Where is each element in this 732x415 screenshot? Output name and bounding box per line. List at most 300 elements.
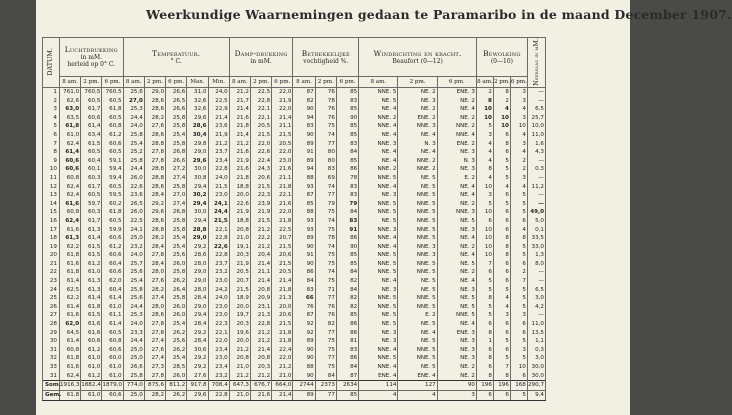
table-cell: 84 <box>336 363 358 372</box>
table-cell: NNE. 5 <box>398 226 437 235</box>
sum-cell: 1879,0 <box>102 381 123 391</box>
table-cell: 28,8 <box>144 165 165 174</box>
subheader-cell: 2 pm. <box>144 77 165 88</box>
table-cell: 27,4 <box>166 200 187 209</box>
table-cell: 3 <box>510 311 527 320</box>
table-cell: NE. 5 <box>398 320 437 329</box>
header-windrichting: Windrichting en kracht. Beaufort (0—12) <box>359 38 477 77</box>
table-cell: 26,0 <box>166 303 187 312</box>
table-cell: NNE. 5 <box>359 268 398 277</box>
table-cell: NNE. 3 <box>359 226 398 235</box>
table-cell: 79 <box>336 200 358 209</box>
table-cell: 23,6 <box>208 122 229 131</box>
table-cell: 61,0 <box>81 363 102 372</box>
table-cell: 28,8 <box>144 174 165 183</box>
table-cell: 86 <box>336 329 358 338</box>
table-cell: 75 <box>315 363 336 372</box>
table-cell: 60,6 <box>59 157 80 166</box>
table-cell: 59,7 <box>81 200 102 209</box>
table-cell: 23,0 <box>208 354 229 363</box>
table-cell: 21,4 <box>272 114 293 123</box>
sum-cell: 196 <box>493 381 510 391</box>
table-cell: 24,0 <box>208 88 229 97</box>
table-cell: — <box>527 200 545 209</box>
table-cell: 29,0 <box>187 303 208 312</box>
mean-cell: 77 <box>315 391 336 401</box>
table-cell: 92 <box>293 320 315 329</box>
table-cell: 21,8 <box>272 329 293 338</box>
table-row <box>43 165 546 174</box>
sum-cell: 2634 <box>336 381 358 391</box>
table-cell: 83 <box>336 217 358 226</box>
subheader-cell: 6 pm. <box>272 77 293 88</box>
subheader-cell: 8 am. <box>229 77 250 88</box>
header-bewolking: Bewolking (0—10) <box>476 38 527 77</box>
table-cell: 25,6 <box>166 337 187 346</box>
table-row <box>43 174 546 183</box>
table-cell: 13,5 <box>527 329 545 338</box>
table-cell: 85 <box>336 157 358 166</box>
table-cell: 61,8 <box>102 105 123 114</box>
table-cell: N. 3 <box>437 157 476 166</box>
table-cell: 83 <box>336 140 358 149</box>
table-cell: 3 <box>493 311 510 320</box>
table-cell: 22,8 <box>250 97 271 106</box>
table-cell: 60,3 <box>81 174 102 183</box>
table-cell: 22,6 <box>208 243 229 252</box>
sum-cell: 811,2 <box>166 381 187 391</box>
table-cell: 5 <box>476 286 493 295</box>
table-row <box>43 329 546 338</box>
table-cell: NE. 2 <box>398 88 437 97</box>
table-cell: 28,6 <box>144 311 165 320</box>
table-cell: 32,6 <box>187 105 208 114</box>
table-cell: 85 <box>336 260 358 269</box>
table-cell: 61,3 <box>81 286 102 295</box>
table-cell: 89 <box>293 337 315 346</box>
table-cell: 21,9 <box>208 131 229 140</box>
table-cell: 26,0 <box>166 372 187 381</box>
table-cell: NE. 4 <box>437 251 476 260</box>
table-cell: 26,2 <box>166 346 187 355</box>
table-cell: 21,4 <box>272 277 293 286</box>
table-cell: 61,4 <box>59 303 80 312</box>
day-number: 28 <box>43 320 60 329</box>
table-cell: 5 <box>493 157 510 166</box>
table-cell: 20,0 <box>229 337 250 346</box>
table-cell: 6 <box>493 191 510 200</box>
table-cell: 22,8 <box>208 165 229 174</box>
table-cell: 6 <box>493 329 510 338</box>
table-cell: 0,3 <box>527 346 545 355</box>
table-cell: NNE. 3 <box>398 243 437 252</box>
table-cell: 61,5 <box>81 243 102 252</box>
table-cell: 75 <box>315 346 336 355</box>
table-cell: 21,5 <box>272 260 293 269</box>
table-cell: 5 <box>510 337 527 346</box>
table-cell: 25,4 <box>166 320 187 329</box>
table-cell: 25,8 <box>123 157 144 166</box>
table-cell: 21,2 <box>250 226 271 235</box>
table-cell: 10 <box>476 208 493 217</box>
table-cell: NE. 4 <box>359 148 398 157</box>
table-cell: NE. 4 <box>359 131 398 140</box>
table-cell: 23,0 <box>208 191 229 200</box>
table-cell: 18,8 <box>229 217 250 226</box>
table-cell: 21,2 <box>229 140 250 149</box>
subheader-cell: 2 pm. <box>250 77 271 88</box>
table-cell: 86 <box>336 165 358 174</box>
table-cell: 30,6 <box>187 346 208 355</box>
table-cell: 4 <box>510 226 527 235</box>
table-cell: 84 <box>336 148 358 157</box>
table-cell: 23,0 <box>208 311 229 320</box>
table-cell: 85 <box>336 131 358 140</box>
table-cell: 60,6 <box>102 140 123 149</box>
table-cell: 85 <box>336 105 358 114</box>
subheader-row <box>43 77 546 88</box>
table-cell: 25,8 <box>166 217 187 226</box>
table-cell: NE. 4 <box>359 277 398 286</box>
table-cell: 61,2 <box>81 346 102 355</box>
table-cell: 61,5 <box>81 311 102 320</box>
table-cell: E. 2 <box>437 174 476 183</box>
mean-cell: 25,0 <box>123 391 144 401</box>
table-cell: 21,2 <box>250 337 271 346</box>
table-cell: 22,1 <box>250 114 271 123</box>
table-cell: 20,8 <box>250 354 271 363</box>
table-cell: 28,6 <box>144 97 165 106</box>
table-cell: 28,6 <box>187 122 208 131</box>
table-cell: 61,3 <box>59 234 80 243</box>
table-cell: NE. 3 <box>437 148 476 157</box>
table-cell: 81 <box>336 337 358 346</box>
table-cell: 26,0 <box>166 311 187 320</box>
table-cell: 21,3 <box>250 311 271 320</box>
table-cell: — <box>527 268 545 277</box>
table-cell: 22,4 <box>272 346 293 355</box>
table-cell: 60,4 <box>102 260 123 269</box>
table-cell: NNE. 5 <box>398 354 437 363</box>
table-cell: 23,7 <box>208 260 229 269</box>
table-cell: 20,7 <box>229 277 250 286</box>
table-row <box>43 226 546 235</box>
table-cell: NE. 5 <box>359 217 398 226</box>
table-cell: 4 <box>493 294 510 303</box>
table-cell: 2 <box>476 88 493 97</box>
table-cell: 24,0 <box>208 174 229 183</box>
table-cell: 25,8 <box>166 140 187 149</box>
mean-cell: 6 <box>493 391 510 401</box>
table-cell: 29,6 <box>187 114 208 123</box>
table-cell: 74 <box>315 131 336 140</box>
table-cell: 89 <box>293 140 315 149</box>
table-cell: 27,4 <box>166 174 187 183</box>
table-cell: NNE. 5 <box>359 260 398 269</box>
table-cell: 21,5 <box>208 183 229 192</box>
table-cell: NE. 5 <box>398 286 437 295</box>
table-cell: 59,4 <box>102 174 123 183</box>
mean-cell: 9,4 <box>527 391 545 401</box>
table-cell: 62,4 <box>59 217 80 226</box>
table-cell: 5 <box>510 251 527 260</box>
table-cell: 85 <box>336 122 358 131</box>
table-cell: 87 <box>293 88 315 97</box>
table-cell: 8,0 <box>527 260 545 269</box>
table-cell: 4 <box>510 131 527 140</box>
table-cell: 21,9 <box>272 97 293 106</box>
table-cell: 90 <box>336 114 358 123</box>
table-cell: NNE. 5 <box>398 234 437 243</box>
table-cell: 5 <box>476 122 493 131</box>
table-cell: 61,5 <box>81 251 102 260</box>
sum-label: Som. <box>43 381 60 391</box>
table-row <box>43 251 546 260</box>
table-cell: 6 <box>476 346 493 355</box>
table-cell: 90 <box>293 243 315 252</box>
table-cell: 33,5 <box>527 234 545 243</box>
day-number: 19 <box>43 243 60 252</box>
table-cell: 60,1 <box>81 165 102 174</box>
table-row <box>43 294 546 303</box>
day-number: 8 <box>43 148 60 157</box>
subheader-cell: 6 pm. <box>510 77 527 88</box>
table-cell: 21,4 <box>250 346 271 355</box>
day-number: 21 <box>43 260 60 269</box>
table-cell: 6 <box>476 363 493 372</box>
table-cell: 60,8 <box>102 122 123 131</box>
table-cell: 61,2 <box>102 243 123 252</box>
table-cell: 6 <box>476 320 493 329</box>
table-cell: 76 <box>315 311 336 320</box>
table-cell: 60,4 <box>102 286 123 295</box>
table-cell: 62,4 <box>59 140 80 149</box>
table-cell: 77 <box>315 354 336 363</box>
table-cell: 6 <box>493 131 510 140</box>
table-cell: 61,7 <box>81 183 102 192</box>
table-cell: 29,0 <box>187 268 208 277</box>
table-cell: 23,1 <box>250 303 271 312</box>
table-cell: 23,4 <box>208 363 229 372</box>
table-cell: 25,7 <box>123 260 144 269</box>
table-cell: NE. 4 <box>437 183 476 192</box>
table-cell: 5 <box>493 337 510 346</box>
table-cell: 25,0 <box>123 354 144 363</box>
table-cell: 63,0 <box>59 105 80 114</box>
day-number: 9 <box>43 157 60 166</box>
table-cell: NNE. 4 <box>359 183 398 192</box>
table-cell: 78 <box>315 234 336 243</box>
day-number: 11 <box>43 174 60 183</box>
sum-row <box>43 381 546 391</box>
table-cell: 18,8 <box>229 183 250 192</box>
day-number: 4 <box>43 114 60 123</box>
table-cell: 23,2 <box>208 268 229 277</box>
table-cell: 25,6 <box>123 268 144 277</box>
table-cell: 21,2 <box>250 329 271 338</box>
table-cell: 5 <box>476 311 493 320</box>
table-cell: NNE. 5 <box>398 200 437 209</box>
table-cell: NE. 3 <box>437 165 476 174</box>
table-cell: 23,6 <box>123 191 144 200</box>
table-cell: 30,4 <box>187 131 208 140</box>
table-cell: 21,5 <box>208 217 229 226</box>
table-cell: 85 <box>336 311 358 320</box>
table-cell: 21,4 <box>229 131 250 140</box>
table-cell: 26,0 <box>123 208 144 217</box>
table-cell: 6 <box>476 268 493 277</box>
table-cell: 21,5 <box>272 243 293 252</box>
table-cell: 29,2 <box>187 363 208 372</box>
table-cell: ENE. 3 <box>437 329 476 338</box>
table-cell: 3 <box>510 174 527 183</box>
table-cell: 23,9 <box>250 200 271 209</box>
table-cell: NE. 4 <box>398 131 437 140</box>
table-cell: — <box>527 277 545 286</box>
table-cell: 21,2 <box>250 372 271 381</box>
sum-cell: 2744 <box>293 381 315 391</box>
table-cell: NNE. 5 <box>398 294 437 303</box>
table-cell: 82 <box>315 320 336 329</box>
table-cell: 23,2 <box>123 243 144 252</box>
subheader-cell: Max. <box>187 77 208 88</box>
table-cell: 75 <box>315 251 336 260</box>
mean-row <box>43 391 546 401</box>
table-cell: 24,1 <box>208 200 229 209</box>
table-cell: 28,6 <box>144 131 165 140</box>
mean-cell: 4 <box>359 391 398 401</box>
table-cell: 61,0 <box>102 372 123 381</box>
table-cell: 6 <box>510 329 527 338</box>
table-cell: 27,0 <box>166 191 187 200</box>
table-cell: 61,4 <box>59 337 80 346</box>
table-cell: 30,0 <box>187 208 208 217</box>
table-cell: 10 <box>476 114 493 123</box>
table-cell: 8 <box>493 234 510 243</box>
table-cell: NNE. 5 <box>437 311 476 320</box>
table-cell: 74 <box>315 268 336 277</box>
table-cell: 61,6 <box>81 329 102 338</box>
table-cell: 4,3 <box>527 148 545 157</box>
table-cell: 22,9 <box>208 105 229 114</box>
table-cell: 26,8 <box>166 208 187 217</box>
table-cell: 28,2 <box>144 286 165 295</box>
table-cell: NE. 2 <box>437 114 476 123</box>
table-cell: 20,0 <box>272 303 293 312</box>
table-cell: 76 <box>315 303 336 312</box>
table-cell: 25,4 <box>123 140 144 149</box>
table-cell: 29,0 <box>187 277 208 286</box>
table-cell: 61,0 <box>81 354 102 363</box>
table-cell: NE. 3 <box>359 337 398 346</box>
table-cell: 3 <box>476 131 493 140</box>
table-cell: 24,4 <box>123 303 144 312</box>
day-number: 31 <box>43 372 60 381</box>
table-cell: 62,2 <box>59 294 80 303</box>
table-cell: 28,4 <box>144 243 165 252</box>
table-cell: 5 <box>493 165 510 174</box>
table-cell: 20,6 <box>272 311 293 320</box>
table-cell: 25,0 <box>123 234 144 243</box>
table-cell: 24,4 <box>208 208 229 217</box>
table-cell: 30,2 <box>187 191 208 200</box>
table-cell: NE. 5 <box>437 294 476 303</box>
subheader-cell: 6 pm. <box>336 77 358 88</box>
table-cell: 28,6 <box>144 183 165 192</box>
table-cell: 6 <box>493 268 510 277</box>
table-cell: 94 <box>293 165 315 174</box>
table-cell: ENE. 2 <box>437 140 476 149</box>
table-cell: 5 <box>493 174 510 183</box>
table-cell: 4 <box>476 148 493 157</box>
table-cell: NE. 5 <box>398 174 437 183</box>
table-cell: 75 <box>315 277 336 286</box>
table-cell: NE. 2 <box>437 363 476 372</box>
table-cell: 28,4 <box>187 337 208 346</box>
table-cell: 86 <box>336 234 358 243</box>
table-cell: 21,6 <box>229 114 250 123</box>
table-cell: 26,6 <box>166 105 187 114</box>
table-cell: 20,6 <box>250 174 271 183</box>
table-cell: 10 <box>510 122 527 131</box>
table-cell: — <box>527 174 545 183</box>
table-cell: 25,7 <box>527 114 545 123</box>
table-cell: 8 <box>493 251 510 260</box>
table-cell: 60,2 <box>102 200 123 209</box>
mean-cell: 29,6 <box>187 391 208 401</box>
sum-cell: 647,3 <box>229 381 250 391</box>
table-cell: 61,4 <box>59 148 80 157</box>
table-cell: NNE. 2 <box>437 122 476 131</box>
day-number: 24 <box>43 286 60 295</box>
table-cell: 8 <box>476 294 493 303</box>
table-cell: 61,4 <box>81 294 102 303</box>
table-cell: — <box>527 97 545 106</box>
table-cell: 23,0 <box>208 277 229 286</box>
table-cell: 27,4 <box>144 294 165 303</box>
table-cell: 60,5 <box>102 329 123 338</box>
table-cell: 61,0 <box>81 268 102 277</box>
table-cell: 61,7 <box>81 105 102 114</box>
table-cell: NNE. 5 <box>398 268 437 277</box>
table-cell: 22,8 <box>208 234 229 243</box>
table-cell: 60,8 <box>102 337 123 346</box>
table-cell: 21,9 <box>250 208 271 217</box>
table-cell: 87 <box>336 372 358 381</box>
table-cell: NNE. 5 <box>398 260 437 269</box>
day-number: 6 <box>43 131 60 140</box>
table-cell: 89 <box>293 234 315 243</box>
table-cell: 29,0 <box>187 234 208 243</box>
table-cell: NE. 5 <box>437 260 476 269</box>
table-cell: 87 <box>293 311 315 320</box>
table-cell: NE. 4 <box>437 191 476 200</box>
header-neerslag: Neerslag in mM. <box>527 38 545 88</box>
table-row <box>43 122 546 131</box>
table-cell: NNE. 4 <box>437 131 476 140</box>
table-cell: 5 <box>476 200 493 209</box>
table-cell: NE. 3 <box>437 226 476 235</box>
table-cell: 24,1 <box>123 226 144 235</box>
table-cell: 84 <box>336 208 358 217</box>
table-row <box>43 157 546 166</box>
table-cell: 77 <box>315 294 336 303</box>
table-cell: 60,8 <box>59 346 80 355</box>
table-cell: 60,5 <box>102 217 123 226</box>
table-cell: NNE. 5 <box>359 303 398 312</box>
table-cell: 30,8 <box>187 174 208 183</box>
table-cell: 24,3 <box>250 165 271 174</box>
